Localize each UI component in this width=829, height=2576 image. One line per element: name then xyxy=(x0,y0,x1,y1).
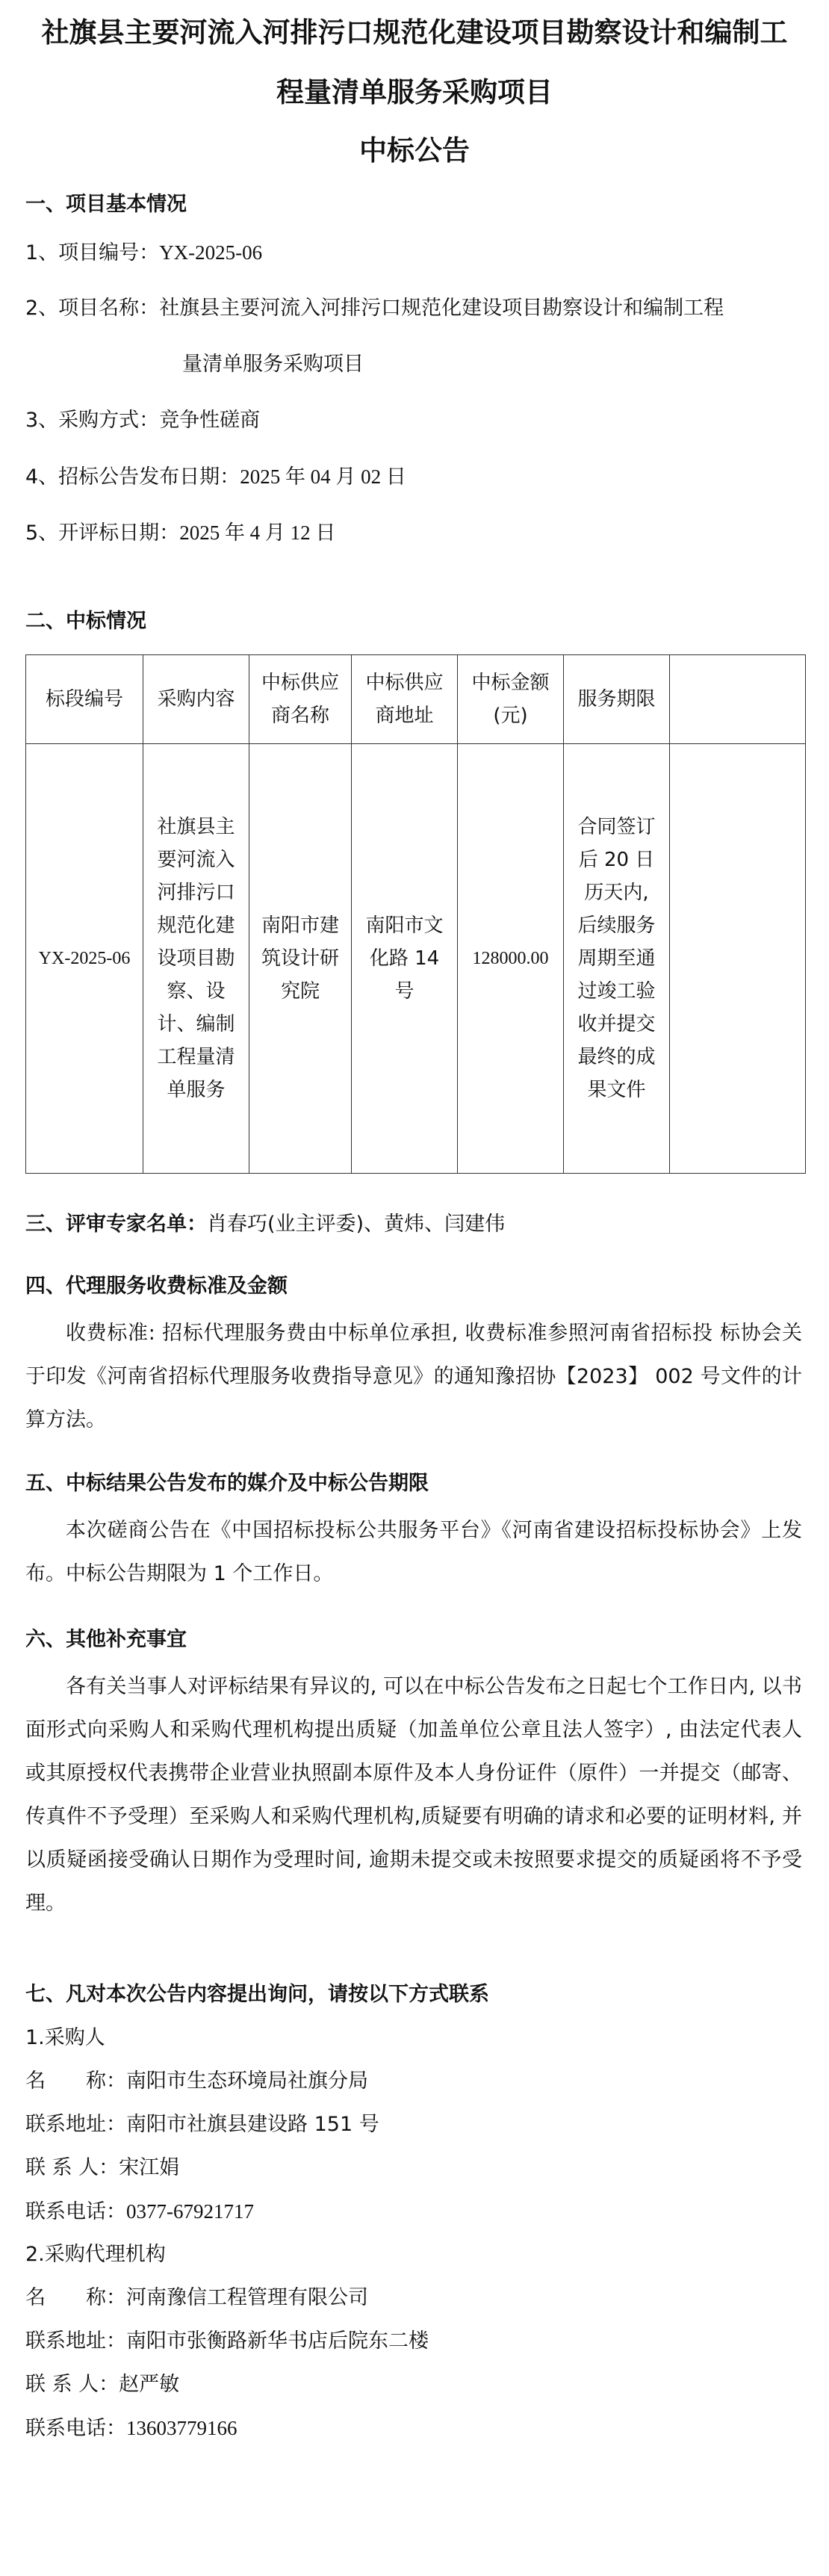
section7-heading: 七、凡对本次公告内容提出询问，请按以下方式联系 xyxy=(25,1983,489,2006)
cell-supplier-name-text: 南阳市建筑设计研究院 xyxy=(261,914,339,1003)
header-amount-text: 中标金额(元) xyxy=(471,672,550,727)
evaluation-date-value: 2025 年 4 月 12 日 xyxy=(179,521,336,544)
document-subtitle: 中标公告 xyxy=(359,134,470,167)
agency-title: 2.采购代理机构 xyxy=(25,2243,166,2266)
table-header-row xyxy=(26,655,806,744)
header-service-period: 服务期限 xyxy=(564,655,670,744)
section4-heading: 四、代理服务收费标准及金额 xyxy=(25,1275,288,1298)
tender-date-value: 2025 年 04 月 02 日 xyxy=(240,465,406,488)
cell-empty xyxy=(670,744,806,1174)
agency-phone-label: 联系电话： xyxy=(25,2417,126,2440)
cell-service-period xyxy=(564,744,670,1174)
procurement-method-row xyxy=(25,407,260,434)
agency-phone-value: 13603779166 xyxy=(126,2417,237,2439)
cell-amount: 128000.00 xyxy=(458,744,564,1174)
cell-service-period-text: 合同签订后 20 日历天内, 后续服务周期至通过竣工验收并提交最终的成果文件 xyxy=(577,816,656,1101)
purchaser-contact-value: 宋江娟 xyxy=(119,2156,180,2179)
section5-heading: 五、中标结果公告发布的媒介及中标公告期限 xyxy=(25,1472,429,1495)
header-empty xyxy=(670,655,806,744)
project-name-value-line1: 社旗县主要河流入河排污口规范化建设项目勘察设计和编制工程 xyxy=(159,297,724,320)
agency-contact-value: 赵严敏 xyxy=(119,2373,180,2396)
project-number-label: 1、项目编号： xyxy=(25,241,160,264)
agency-contact-row xyxy=(25,2371,179,2398)
purchaser-address-label: 联系地址： xyxy=(25,2113,126,2136)
purchaser-title: 1.采购人 xyxy=(25,2026,105,2049)
purchaser-address-value: 南阳市社旗县建设路 151 号 xyxy=(126,2113,379,2136)
header-supplier-address-text: 中标供应商地址 xyxy=(365,672,444,727)
agency-address-label: 联系地址： xyxy=(25,2329,126,2353)
agency-name-row xyxy=(25,2285,368,2312)
procurement-method-label: 3、采购方式： xyxy=(25,409,160,432)
purchaser-phone-row xyxy=(25,2198,254,2226)
agency-address-value: 南阳市张衡路新华书店后院东二楼 xyxy=(126,2329,429,2353)
award-table xyxy=(25,654,806,1174)
purchaser-name-label: 名 称： xyxy=(25,2069,126,2093)
purchaser-phone-value: 0377-67921717 xyxy=(126,2200,254,2223)
purchaser-name-row xyxy=(25,2068,368,2095)
header-supplier-address xyxy=(352,655,458,744)
agency-name-value: 河南豫信工程管理有限公司 xyxy=(126,2286,368,2309)
cell-supplier-name xyxy=(249,744,352,1174)
purchaser-name-value: 南阳市生态环境局社旗分局 xyxy=(126,2069,368,2093)
header-content: 采购内容 xyxy=(143,655,249,744)
experts-value: 肖春巧(业主评委)、黄炜、闫建伟 xyxy=(207,1213,506,1236)
purchaser-address-row xyxy=(25,2111,379,2138)
project-number-row xyxy=(25,239,262,267)
tender-date-row xyxy=(25,463,406,491)
project-number-value: YX-2025-06 xyxy=(159,241,263,264)
section1-heading: 一、项目基本情况 xyxy=(25,193,187,216)
document-title-line1: 社旗县主要河流入河排污口规范化建设项目勘察设计和编制工 xyxy=(41,16,788,49)
project-name-row xyxy=(25,295,724,322)
cell-content-text: 社旗县主要河流入河排污口规范化建设项目勘察、设计、编制工程量清单服务 xyxy=(157,816,235,1101)
section4-body: 收费标准: 招标代理服务费由中标单位承担, 收费标准参照河南省招标投 标协会关于印发《河南省招标代理服务收费指导意见》的通知豫招协【2023】 002 号文件的计算方法。 xyxy=(25,1322,802,1431)
agency-address-row xyxy=(25,2328,429,2355)
procurement-method-value: 竞争性磋商 xyxy=(159,409,261,432)
cell-lot-number: YX-2025-06 xyxy=(26,744,143,1174)
cell-supplier-address-text: 南阳市文化路 14 号 xyxy=(365,914,444,1003)
cell-supplier-address xyxy=(352,744,458,1174)
cell-content xyxy=(143,744,249,1174)
document-title-line2: 程量清单服务采购项目 xyxy=(276,76,553,108)
tender-date-label: 4、招标公告发布日期： xyxy=(25,465,240,489)
header-supplier-name-text: 中标供应商名称 xyxy=(261,672,339,727)
agency-contact-label: 联 系 人： xyxy=(25,2373,119,2396)
table-row xyxy=(26,744,806,1174)
project-name-label: 2、项目名称： xyxy=(25,297,160,320)
section5-body: 本次磋商公告在《中国招标投标公共服务平台》《河南省建设招标投标协会》上发布。中标公告期限为 1 个工作日。 xyxy=(25,1519,802,1585)
project-name-value-line2: 量清单服务采购项目 xyxy=(182,353,364,376)
section2-heading: 二、中标情况 xyxy=(25,610,146,633)
evaluation-date-row xyxy=(25,519,335,547)
section3-heading: 三、评审专家名单： xyxy=(25,1213,207,1236)
header-supplier-name xyxy=(249,655,352,744)
section6-body: 各有关当事人对评标结果有异议的, 可以在中标公告发布之日起七个工作日内, 以书面形式向采购人和采购代理机构提出质疑（加盖单位公章且法人签字）, 由法定代表人或其原授权代表携带企业营业执照副本原件及本人身份证件（原件）一并提交（邮寄、传真件不予受理）至采购人和采购代理机构,质疑要有明确的请求和必要的证明材料, 并以质疑函接受确认日期作为受理时间, 逾期未提交或未按照要求提交的质疑函将不予受理。 xyxy=(25,1675,802,1915)
experts-row xyxy=(25,1211,505,1238)
header-amount xyxy=(458,655,564,744)
section6-heading: 六、其他补充事宜 xyxy=(25,1628,187,1651)
evaluation-date-label: 5、开评标日期： xyxy=(25,521,180,545)
purchaser-phone-label: 联系电话： xyxy=(25,2200,126,2223)
purchaser-contact-label: 联 系 人： xyxy=(25,2156,119,2179)
agency-phone-row xyxy=(25,2415,237,2442)
header-lot-number: 标段编号 xyxy=(26,655,143,744)
agency-name-label: 名 称： xyxy=(25,2286,126,2309)
purchaser-contact-row xyxy=(25,2155,179,2182)
